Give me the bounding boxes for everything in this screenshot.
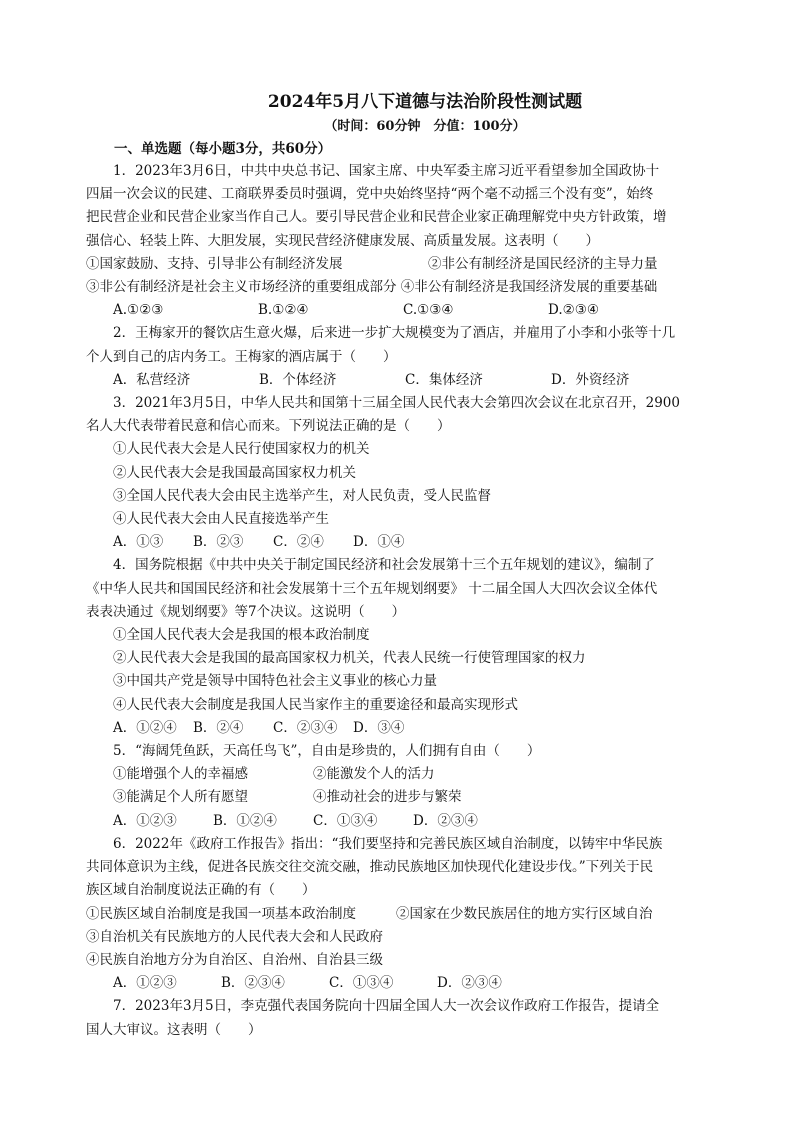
page-subtitle: （时间：60分钟 分值：100分） <box>324 119 526 134</box>
question-text: 个人到自己的店内务工。王梅家的酒店属于（ ） <box>86 348 397 365</box>
question-text: 6．2022年《政府工作报告》指出：“我们要坚持和完善民族区域自治制度，以铸牢中华民族 <box>113 835 663 852</box>
statement-row <box>86 903 714 926</box>
statement-item: ②非公有制经济是国民经济的主导力量 <box>428 255 658 272</box>
option-c[interactable]: C.①③④ <box>403 302 454 319</box>
option-c[interactable]: C．②③④ <box>273 719 338 736</box>
question-4 <box>86 554 714 740</box>
question-text: 强信心、轻装上阵、大胆发展，实现民营经济健康发展、高质量发展。这表明（ ） <box>86 232 599 249</box>
statement-row <box>86 763 714 786</box>
question-text: 国人大审议。这表明（ ） <box>86 1021 262 1038</box>
option-b[interactable]: B．②③④ <box>221 975 285 992</box>
question-text: 族区域自治制度说法正确的有（ ） <box>86 882 316 899</box>
statement-item: ①能增强个人的幸福感 <box>113 766 248 783</box>
statement-row <box>86 253 714 276</box>
option-b[interactable]: B．①②④ <box>213 812 277 829</box>
question-text: 表表决通过《规划纲要》等7个决议。这说明（ ） <box>86 603 406 620</box>
page-title: 2024年5月八下道德与法治阶段性测试题 <box>267 92 583 112</box>
question-1 <box>86 160 714 322</box>
question-text: 2．王梅家开的餐饮店生意火爆，后来进一步扩大规模变为了酒店，并雇用了小李和小张等十几 <box>113 325 676 342</box>
statement-item: ③能满足个人所有愿望 <box>113 789 248 806</box>
statement-item: ①国家鼓励、支持、引导非公有制经济发展 <box>86 255 343 272</box>
option-a[interactable]: A．私营经济 <box>113 371 191 388</box>
answer-options <box>86 972 714 995</box>
option-d[interactable]: D．③④ <box>353 719 405 736</box>
option-a[interactable]: A．①②④ <box>113 719 177 736</box>
statement-item: ②国家在少数民族居住的地方实行区域自治 <box>396 905 653 922</box>
statement-item: ③非公有制经济是社会主义市场经济的重要组成部分 <box>86 279 397 296</box>
option-c[interactable]: C．集体经济 <box>405 371 483 388</box>
question-text: 四届一次会议的民建、工商联界委员时强调，党中央始终坚持“两个毫不动摇三个没有变”，始终 <box>86 186 654 203</box>
answer-options <box>86 717 714 740</box>
option-b[interactable]: B．②④ <box>193 719 244 736</box>
statement-item: ④推动社会的进步与繁荣 <box>313 789 462 806</box>
option-d[interactable]: D．②③④ <box>413 812 478 829</box>
question-2 <box>86 322 714 392</box>
statement-item: ④民族自治地方分为自治区、自治州、自治县三级 <box>86 951 383 968</box>
question-3 <box>86 392 714 554</box>
statement-item: ②人民代表大会是我国最高国家权力机关 <box>113 464 356 481</box>
answer-options <box>86 810 714 833</box>
option-d[interactable]: D．①④ <box>353 534 405 551</box>
question-text: 1．2023年3月6日，中共中央总书记、国家主席、中央军委主席习近平看望参加全国政协十 <box>113 163 660 179</box>
option-d[interactable]: D．②③④ <box>437 975 502 992</box>
answer-options <box>86 531 714 554</box>
statement-item: ①民族区域自治制度是我国一项基本政治制度 <box>86 905 356 922</box>
statement-item: ③自治机关有民族地方的人民代表大会和人民政府 <box>86 928 383 945</box>
question-text: 3．2021年3月5日，中华人民共和国第十三届全国人民代表大会第四次会议在北京召开，2900 <box>113 395 680 412</box>
answer-options <box>86 369 714 392</box>
statement-item: ①人民代表大会是人民行使国家权力的机关 <box>113 441 370 458</box>
option-a[interactable]: A.①②③ <box>113 302 164 319</box>
statement-row <box>86 276 714 299</box>
statement-item: ④非公有制经济是我国经济发展的重要基础 <box>400 279 658 296</box>
option-b[interactable]: B．②③ <box>193 534 244 551</box>
question-7 <box>86 995 714 1041</box>
question-text: 共同体意识为主线，促进各民族交往交流交融，推动民族地区加快现代化建设步伐。”下列关于民 <box>86 859 654 876</box>
statement-item: ③中国共产党是领导中国特色社会主义事业的核心力量 <box>113 673 437 690</box>
option-a[interactable]: A．①②③ <box>113 975 177 992</box>
option-d[interactable]: D．外资经济 <box>551 371 630 388</box>
statement-item: ③全国人民代表大会由民主选举产生，对人民负责，受人民监督 <box>113 487 491 504</box>
question-text: 5．“海阔凭鱼跃，天高任鸟飞”，自由是珍贵的，人们拥有自由（ ） <box>113 743 541 760</box>
question-text: 《中华人民共和国国民经济和社会发展第十三个五年规划纲要》 十二届全国人大四次会议全体代 <box>86 580 658 597</box>
question-text: 把民营企业和民营企业家当作自己人。要引导民营企业和民营企业家正确理解党中央方针政策，增 <box>86 209 667 226</box>
question-text: 4．国务院根据《中共中央关于制定国民经济和社会发展第十三个五年规划的建议》，编制了 <box>113 557 655 574</box>
option-c[interactable]: C．②④ <box>273 534 324 551</box>
statement-row <box>86 786 714 809</box>
answer-options <box>86 299 714 322</box>
statement-item: ②人民代表大会是我国的最高国家权力机关，代表人民统一行使管理国家的权力 <box>113 650 586 667</box>
question-5 <box>86 740 714 833</box>
statement-item: ①全国人民代表大会是我国的根本政治制度 <box>113 627 370 644</box>
exam-page <box>86 88 714 1042</box>
option-c[interactable]: C．①③④ <box>329 975 394 992</box>
statement-item: ②能激发个人的活力 <box>313 766 435 783</box>
statement-item: ④人民代表大会制度是我国人民当家作主的重要途径和最高实现形式 <box>113 696 518 713</box>
statement-item: ④人民代表大会由人民直接选举产生 <box>113 511 329 528</box>
question-6 <box>86 833 714 995</box>
option-a[interactable]: A．①②③ <box>113 812 177 829</box>
question-text: 名人大代表带着民意和信心而来。下列说法正确的是（ ） <box>86 418 451 435</box>
option-d[interactable]: D.②③④ <box>548 302 599 319</box>
option-b[interactable]: B.①②④ <box>258 302 309 319</box>
option-c[interactable]: C．①③④ <box>313 812 378 829</box>
section-heading: 一、单选题（每小题3分，共60分） <box>114 141 332 157</box>
option-b[interactable]: B．个体经济 <box>259 371 337 388</box>
question-text: 7．2023年3月5日，李克强代表国务院向十四届全国人大一次会议作政府工作报告，提请全 <box>113 998 660 1015</box>
option-a[interactable]: A．①③ <box>113 534 164 551</box>
